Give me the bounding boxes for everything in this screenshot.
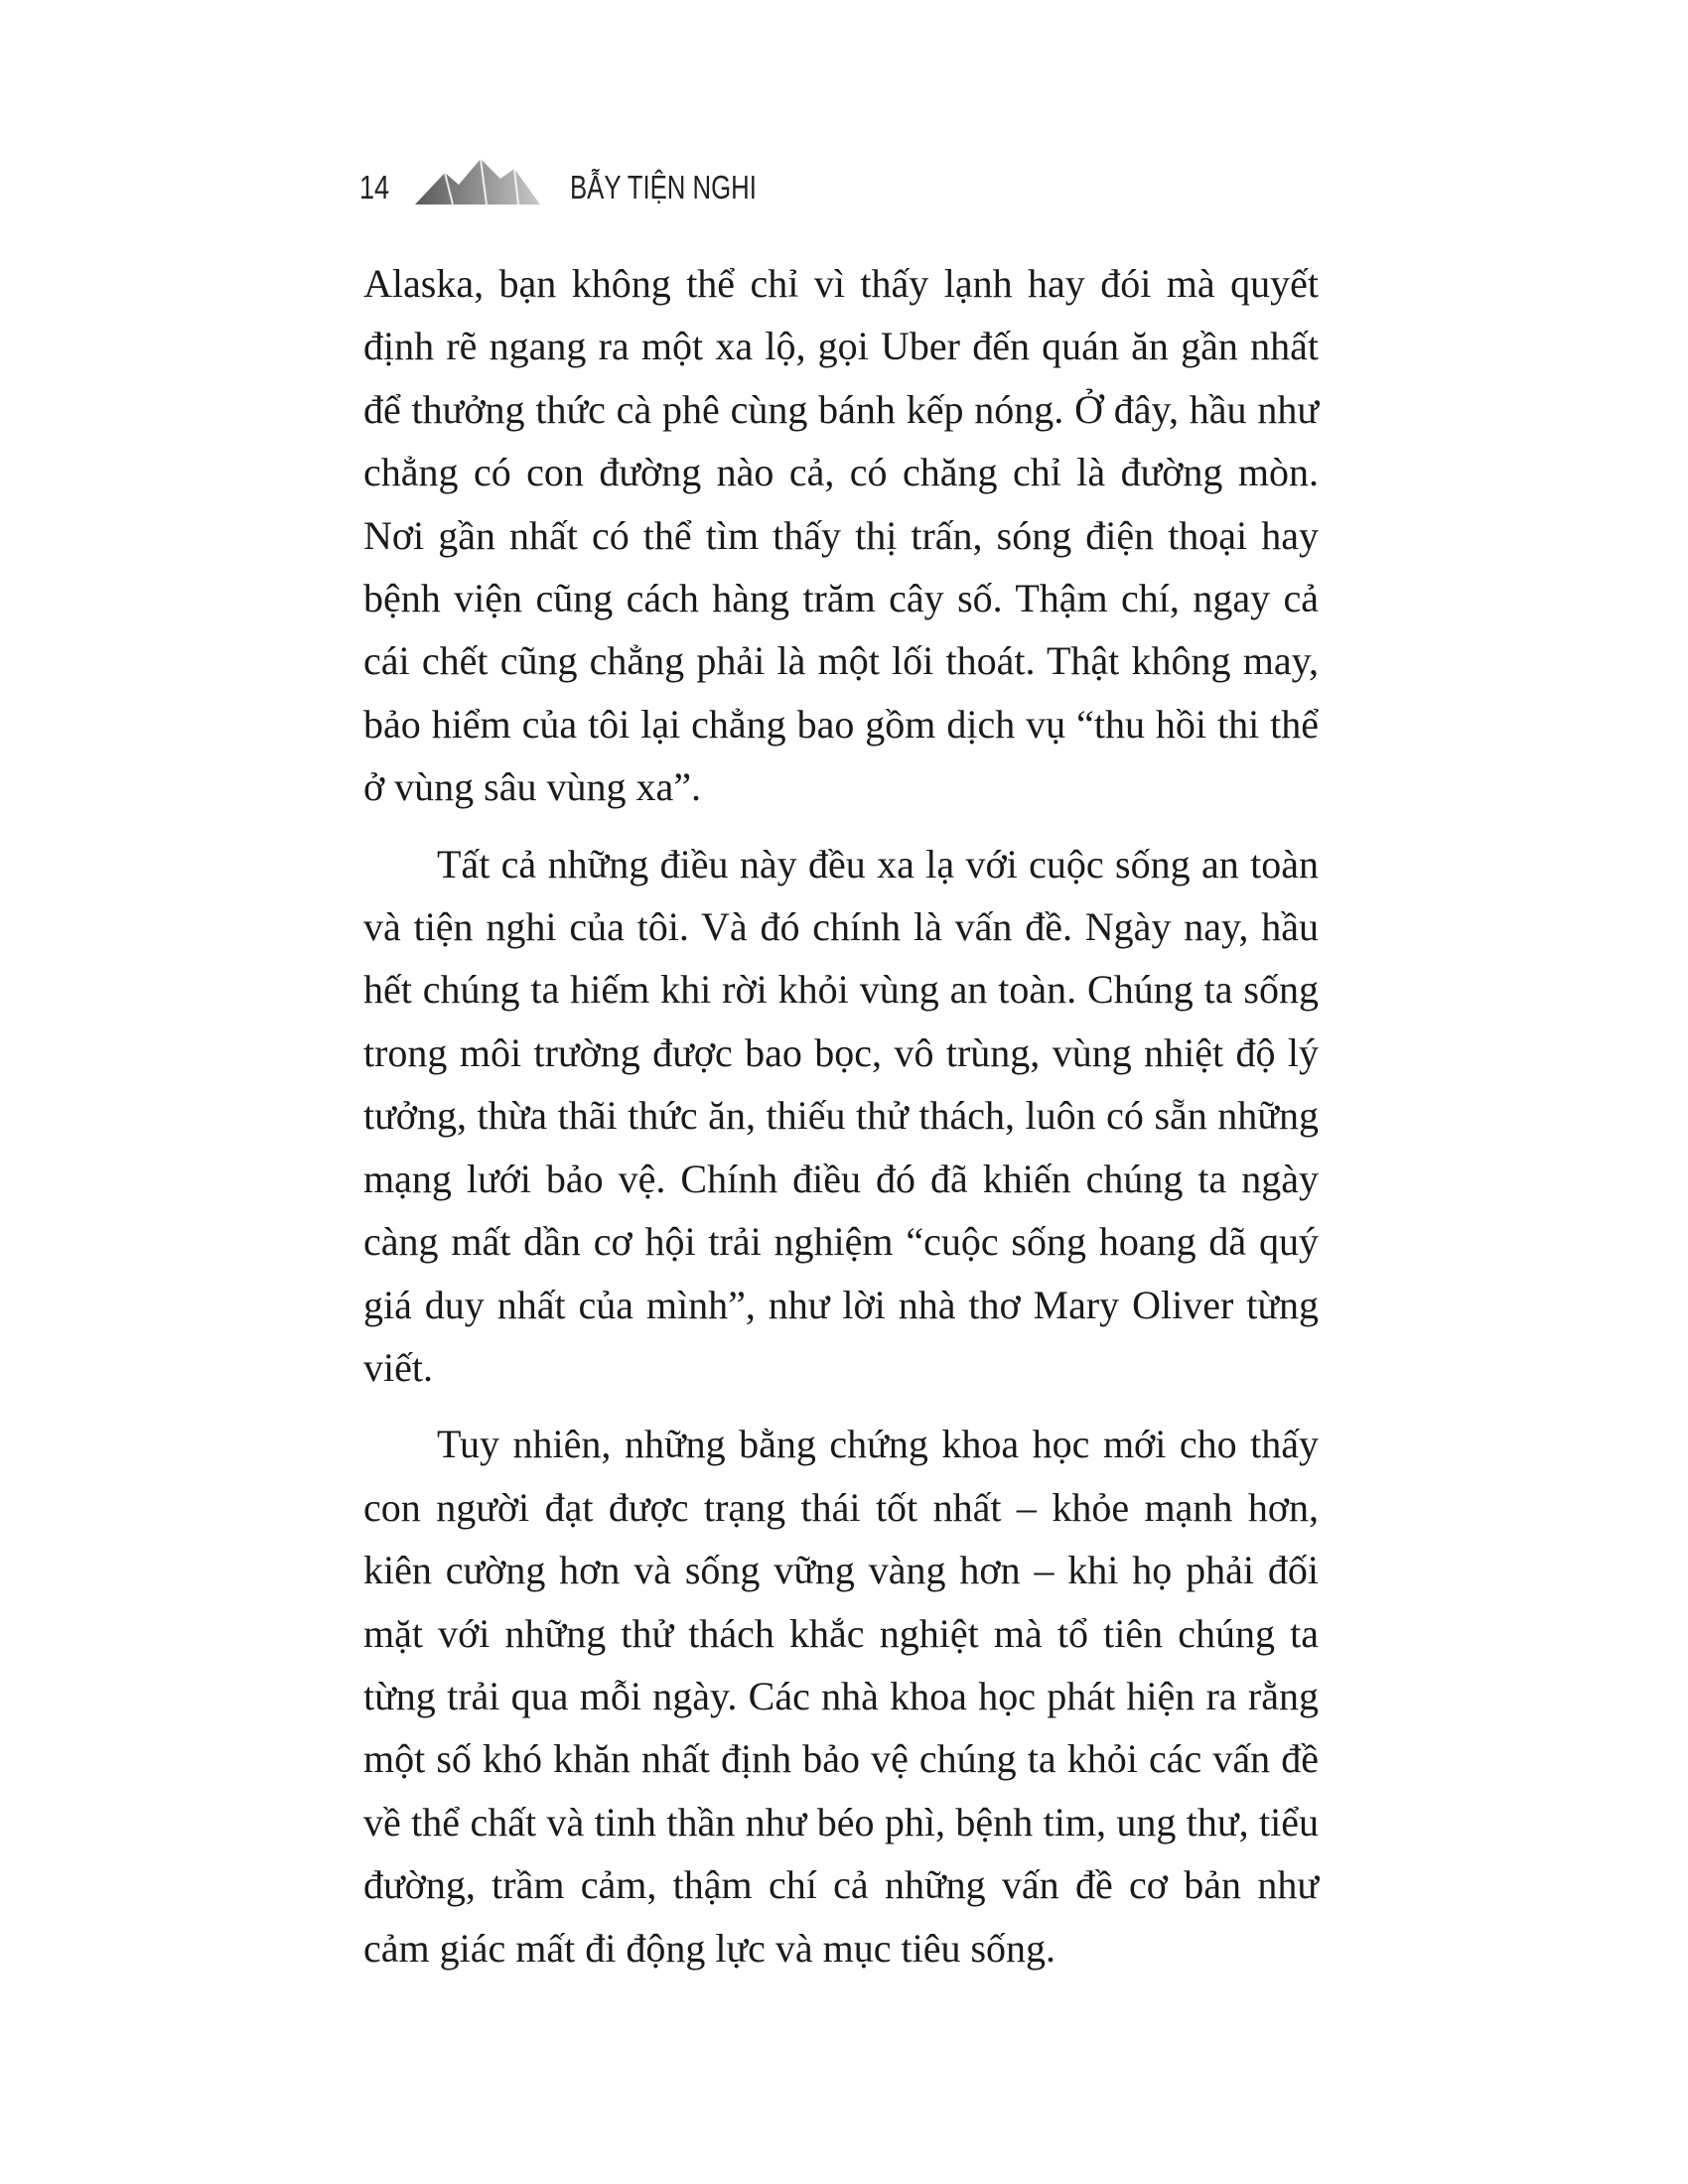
page-header	[359, 157, 1352, 226]
body-text	[363, 252, 1319, 1979]
paragraph-2: Tất cả những điều này đều xa lạ với cuộc sống an toàn và tiện nghi của tôi. Và đó chính là vấn đề. Ngày nay, hầu hết chúng ta hiếm khi rời khỏi vùng an toàn. Chúng ta sống trong môi trường được bao bọc, vô trùng, vùng nhiệt độ lý tưởng, thừa thãi thức ăn, thiếu thử thách, luôn có sẵn những mạng lưới bảo vệ. Chính điều đó đã khiến chúng ta ngày càng mất dần cơ hội trải nghiệm “cuộc sống hoang dã quý giá duy nhất của mình”, như lời nhà thơ Mary Oliver từng viết.	[363, 841, 1319, 1390]
page-number: 14	[359, 169, 390, 205]
running-title: BẪY TIỆN NGHI	[570, 169, 757, 205]
paragraph-3: Tuy nhiên, những bằng chứng khoa học mới cho thấy con người đạt được trạng thái tốt nhất – khỏe mạnh hơn, kiên cường hơn và sống vững vàng hơn – khi họ phải đối mặt với những thử thách khắc nghiệt mà tổ tiên chúng ta từng trải qua mỗi ngày. Các nhà khoa học phát hiện ra rằng một số khó khăn nhất định bảo vệ chúng ta khỏi các vấn đề về thể chất và tinh thần như béo phì, bệnh tim, ung thư, tiểu đường, trầm cảm, thậm chí cả những vấn đề cơ bản như cảm giác mất đi động lực và mục tiêu sống.	[363, 1422, 1319, 1971]
paragraph-1: Alaska, bạn không thể chỉ vì thấy lạnh hay đói mà quyết định rẽ ngang ra một xa lộ, gọi Uber đến quán ăn gần nhất để thưởng thức cà phê cùng bánh kếp nóng. Ở đây, hầu như chẳng có con đường nào cả, có chăng chỉ là đường mòn. Nơi gần nhất có thể tìm thấy thị trấn, sóng điện thoại hay bệnh viện cũng cách hàng trăm cây số. Thậm chí, ngay cả cái chết cũng chẳng phải là một lối thoát. Thật không may, bảo hiểm của tôi lại chẳng bao gồm dịch vụ “thu hồi thi thể ở vùng sâu vùng xa”.	[363, 261, 1319, 810]
mountain-range-icon	[415, 157, 540, 206]
